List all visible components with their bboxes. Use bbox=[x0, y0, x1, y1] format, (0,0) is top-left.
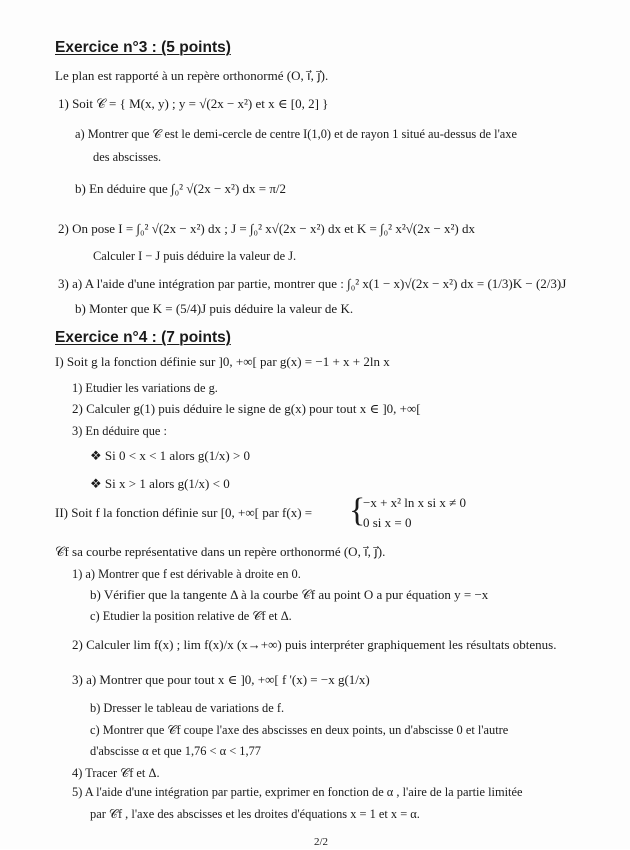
ex3-question-2-line2: Calculer I − J puis déduire la valeur de J. bbox=[93, 249, 297, 263]
ex4-curve-definition: 𝒞f sa courbe représentative dans un repère orthonormé (O, i⃗, j⃗). bbox=[55, 544, 386, 559]
ex3-question-3b: b) Monter que K = (5/4)J puis déduire la valeur de K. bbox=[75, 301, 354, 316]
ex3-question-1b: b) En déduire que ∫₀² √(2x − x²) dx = π/2 bbox=[75, 181, 287, 196]
ex4-part-I: I) Soit g la fonction définie sur ]0, +∞[ par g(x) = −1 + x + 2ln x bbox=[55, 354, 390, 369]
exercise-4-title: Exercice n°4 : (7 points) bbox=[55, 329, 231, 346]
ex4-II-question-4: 4) Tracer 𝒞f et Δ. bbox=[72, 766, 160, 780]
ex4-I-question-2: 2) Calculer g(1) puis déduire le signe de g(x) pour tout x ∈ ]0, +∞[ bbox=[72, 401, 421, 416]
ex3-intro: Le plan est rapporté à un repère orthonormé (O, i⃗, j⃗). bbox=[55, 68, 329, 83]
ex3-question-3a: 3) a) A l'aide d'une intégration par partie, montrer que : ∫₀² x(1 − x)√(2x − x²) dx = (1/3)K − (2/3)J bbox=[58, 276, 567, 291]
piecewise-brace: { bbox=[349, 492, 366, 529]
ex4-I-bullet-1: ❖ Si 0 < x < 1 alors g(1/x) > 0 bbox=[90, 448, 251, 463]
exercise-3-title: Exercice n°3 : (5 points) bbox=[55, 39, 231, 56]
ex4-II-question-2: 2) Calculer lim f(x) ; lim f(x)/x (x→+∞) puis interpréter graphiquement les résultats obtenus. bbox=[72, 637, 557, 652]
ex4-I-question-3: 3) En déduire que : bbox=[72, 424, 167, 438]
ex4-II-question-1b: b) Vérifier que la tangente Δ à la courbe 𝒞f au point O a pur équation y = −x bbox=[90, 587, 489, 602]
ex4-I-question-1: 1) Etudier les variations de g. bbox=[72, 381, 218, 395]
ex4-II-question-1a: 1) a) Montrer que f est dérivable à droite en 0. bbox=[72, 567, 301, 581]
ex4-II-question-1c: c) Etudier la position relative de 𝒞f et Δ. bbox=[90, 609, 292, 623]
page-number: 2/2 bbox=[314, 836, 329, 848]
ex4-II-question-3b: b) Dresser le tableau de variations de f. bbox=[90, 701, 285, 715]
ex3-question-1a-line2: des abscisses. bbox=[93, 150, 162, 164]
ex4-I-bullet-2: ❖ Si x > 1 alors g(1/x) < 0 bbox=[90, 476, 230, 491]
ex4-part-II: II) Soit f la fonction définie sur [0, +∞[ par f(x) = bbox=[55, 505, 313, 520]
ex4-II-question-3c-line1: c) Montrer que 𝒞f coupe l'axe des abscisses en deux points, un d'abscisse 0 et l'autre bbox=[90, 723, 509, 737]
piecewise-case-2: 0 si x = 0 bbox=[363, 515, 412, 530]
piecewise-case-1: −x + x² ln x si x ≠ 0 bbox=[363, 495, 466, 510]
ex3-question-2: 2) On pose I = ∫₀² √(2x − x²) dx ; J = ∫₀² x√(2x − x²) dx et K = ∫₀² x²√(2x − x²) dx bbox=[58, 221, 475, 236]
ex3-question-1: 1) Soit 𝒞 = { M(x, y) ; y = √(2x − x²) et x ∈ [0, 2] } bbox=[58, 96, 329, 111]
ex4-II-question-5-line2: par 𝒞f , l'axe des abscisses et les droites d'équations x = 1 et x = α. bbox=[90, 807, 420, 821]
ex3-question-1a-line1: a) Montrer que 𝒞 est le demi-cercle de centre I(1,0) et de rayon 1 situé au-dessus de l'axe bbox=[75, 127, 517, 141]
ex4-II-question-3c-line2: d'abscisse α et que 1,76 < α < 1,77 bbox=[90, 744, 261, 758]
ex4-II-question-5-line1: 5) A l'aide d'une intégration par partie, exprimer en fonction de α , l'aire de la partie limitée bbox=[72, 785, 523, 799]
ex4-II-question-3a: 3) a) Montrer que pour tout x ∈ ]0, +∞[ f '(x) = −x g(1/x) bbox=[72, 672, 370, 687]
